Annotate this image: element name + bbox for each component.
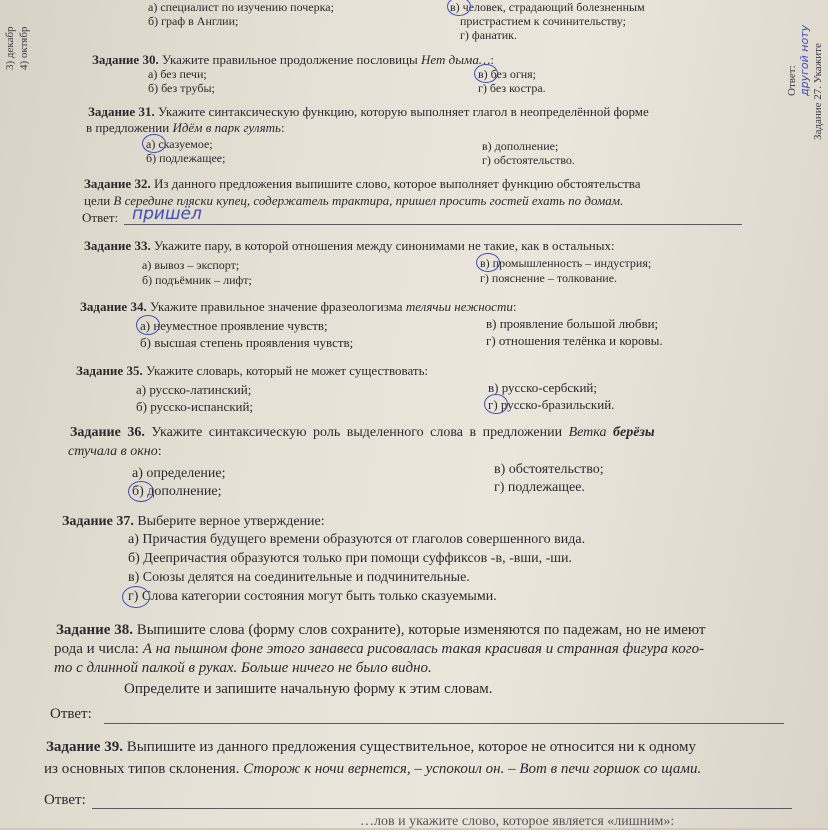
task-34-option-g: г) отношения телёнка и коровы. xyxy=(486,333,663,348)
task-33-option-b: б) подъёмник – лифт; xyxy=(142,273,252,287)
task-30-colon: : xyxy=(490,52,495,67)
task-30-option-g: г) без костра. xyxy=(478,81,546,95)
task-32-question xyxy=(84,176,641,192)
task-33-option-g: г) пояснение – толкование. xyxy=(480,271,618,285)
top-option-g: г) фанатик. xyxy=(460,28,517,42)
task-39-quote: Сторож к ночи вернется, – успокоил он. – Вот в печи горшок со щами. xyxy=(243,761,702,777)
task-31-colon: : xyxy=(280,120,285,135)
right-margin-task-27: Задание 27. Укажите xyxy=(812,43,824,140)
task-36-text: Укажите синтаксическую роль выделенного слова в предложении xyxy=(151,425,563,440)
task-30-quote: Нет дыма… xyxy=(421,52,491,67)
task-38-quote-2: то с длинной палкой в руках. Больше ничего не было видно. xyxy=(54,660,432,676)
right-margin-answer-label: Ответ: xyxy=(786,65,798,96)
task-36-quote-1: Ветка xyxy=(568,425,607,440)
task-35-option-g: г) русско-бразильский. xyxy=(488,397,615,412)
task-35-option-a: а) русско-латинский; xyxy=(136,382,252,397)
task-34-colon: : xyxy=(512,299,517,314)
left-margin-line-2: 4) октябр xyxy=(18,26,30,70)
task-35-option-b: б) русско-испанский; xyxy=(136,399,254,414)
task-39-question-cont xyxy=(44,761,701,778)
task-33-option-a: а) вывоз – экспорт; xyxy=(142,258,240,272)
task-38-question-cont xyxy=(54,641,704,658)
task-36-title: Задание 36. xyxy=(70,425,145,440)
task-37-title: Задание 37. xyxy=(62,514,134,529)
task-38-title: Задание 38. xyxy=(56,622,133,638)
task-35-option-v: в) русско-сербский; xyxy=(488,380,597,395)
task-34-title: Задание 34. xyxy=(80,299,147,314)
task-30-question xyxy=(92,52,494,68)
task-30-text: Укажите правильное продолжение пословицы xyxy=(161,52,418,67)
answer-mark-31-a xyxy=(142,134,166,153)
task-34-option-a: а) неуместное проявление чувств; xyxy=(140,318,328,333)
task-31-question-cont xyxy=(86,120,285,136)
task-31-quote: Идём в парк гулять xyxy=(172,120,281,135)
task-38-answer-label: Ответ: xyxy=(50,706,92,722)
task-36-quote-2: стучала в окно xyxy=(68,444,158,459)
task-39-text2: из основных типов склонения. xyxy=(44,761,240,777)
answer-mark-30-v xyxy=(474,64,498,83)
task-34-question xyxy=(80,299,516,315)
answer-mark-33-v xyxy=(476,253,500,272)
task-36-option-b: б) дополнение; xyxy=(132,484,222,499)
task-32-answer-line xyxy=(124,224,742,225)
task-36-quote-bold: берёзы xyxy=(613,425,655,440)
task-32-quote: В середине пляски купец, содержатель трактира, пришел просить гостей ехать по домам. xyxy=(113,193,624,208)
task-39-question xyxy=(46,739,696,756)
task-34-option-b: б) высшая степень проявления чувств; xyxy=(140,335,354,350)
task-31-text2: в предложении xyxy=(86,120,170,135)
task-38-question xyxy=(56,622,706,639)
top-option-v-cont: пристрастием к сочинительству; xyxy=(460,14,626,28)
task-38-answer-line xyxy=(104,723,784,724)
task-31-option-g: г) обстоятельство. xyxy=(482,153,575,167)
answer-mark-36-b xyxy=(128,481,154,502)
task-34-quote: телячьи нежности xyxy=(405,299,513,314)
task-33-option-v: в) промышленность – индустрия; xyxy=(480,256,652,270)
task-38-text: Выпишите слова (форму слов сохраните), которые изменяются по падежам, но не имеют xyxy=(136,622,706,638)
task-31-option-a: а) сказуемое; xyxy=(146,137,213,151)
task-32-title: Задание 32. xyxy=(84,176,151,191)
task-36-option-g: г) подлежащее. xyxy=(494,480,585,495)
task-31-text: Укажите синтаксическую функцию, которую выполняет глагол в неопределённой форме xyxy=(157,104,649,119)
task-36-option-v: в) обстоятельство; xyxy=(494,462,604,477)
task-32-text: Из данного предложения выпишите слово, которое выполняет функцию обстоятельства xyxy=(153,176,641,191)
task-35-text: Укажите словарь, который не может существовать: xyxy=(145,363,429,378)
top-option-b: б) граф в Англии; xyxy=(148,14,239,28)
task-38-text3: Определите и запишите начальную форму к этим словам. xyxy=(124,681,493,697)
task-38-quote-1: А на пышном фоне этого занавеса рисовалась такая красивая и странная фигура кого- xyxy=(142,641,705,657)
next-task-cut-text: …лов и укажите слово, которое является «лишним»: xyxy=(360,814,675,829)
task-37-option-v: в) Союзы делятся на соединительные и подчинительные. xyxy=(128,570,470,585)
task-37-option-b: б) Деепричастия образуются только при помощи суффиксов -в, -вши, -ши. xyxy=(128,551,573,566)
answer-mark-34-a xyxy=(136,315,160,335)
task-31-question xyxy=(88,104,649,120)
task-37-option-g: г) Слова категории состояния могут быть только сказуемыми. xyxy=(128,589,497,604)
task-33-question xyxy=(84,238,615,254)
task-36-option-a: а) определение; xyxy=(132,466,226,481)
task-36-colon: : xyxy=(157,444,162,459)
top-option-v: в) человек, страдающий болезненным xyxy=(450,0,645,14)
task-32-answer-label: Ответ: xyxy=(82,210,119,225)
task-32-text2: цели xyxy=(84,193,111,208)
task-34-option-v: в) проявление большой любви; xyxy=(486,316,659,331)
task-39-answer-line xyxy=(92,808,792,809)
task-30-title: Задание 30. xyxy=(92,52,159,67)
task-32-handwritten-answer: пришёл xyxy=(132,204,202,224)
task-31-option-b: б) подлежащее; xyxy=(146,151,226,165)
task-33-text: Укажите пару, в которой отношения между синонимами не такие, как в остальных: xyxy=(153,238,615,253)
task-35-question xyxy=(76,363,428,379)
task-31-title: Задание 31. xyxy=(88,104,155,119)
task-38-text2: рода и числа: xyxy=(54,641,139,657)
left-margin-line-1: 3) декабр xyxy=(4,26,16,70)
task-36-question-cont xyxy=(68,444,162,460)
task-30-option-v: в) без огня; xyxy=(478,67,537,81)
task-31-option-v: в) дополнение; xyxy=(482,139,559,153)
top-option-a: а) специалист по изучению почерка; xyxy=(148,0,334,14)
task-30-option-a: а) без печи; xyxy=(148,67,207,81)
task-39-text: Выпишите из данного предложения существительное, которое не относится ни к одному xyxy=(126,739,696,755)
task-30-option-b: б) без трубы; xyxy=(148,81,215,95)
task-37-option-a: а) Причастия будущего времени образуются от глаголов совершенного вида. xyxy=(128,532,586,547)
answer-mark-37-g xyxy=(122,586,150,608)
task-34-text: Укажите правильное значение фразеологизма xyxy=(149,299,403,314)
task-39-answer-label: Ответ: xyxy=(44,792,86,808)
right-margin-handwriting: другой ноту xyxy=(798,24,811,96)
task-37-text: Выберите верное утверждение: xyxy=(137,514,325,529)
task-33-title: Задание 33. xyxy=(84,238,151,253)
task-39-title: Задание 39. xyxy=(46,739,123,755)
task-36-question xyxy=(70,425,655,441)
task-35-title: Задание 35. xyxy=(76,363,143,378)
answer-mark-35-g xyxy=(484,394,508,414)
task-37-question xyxy=(62,514,325,530)
